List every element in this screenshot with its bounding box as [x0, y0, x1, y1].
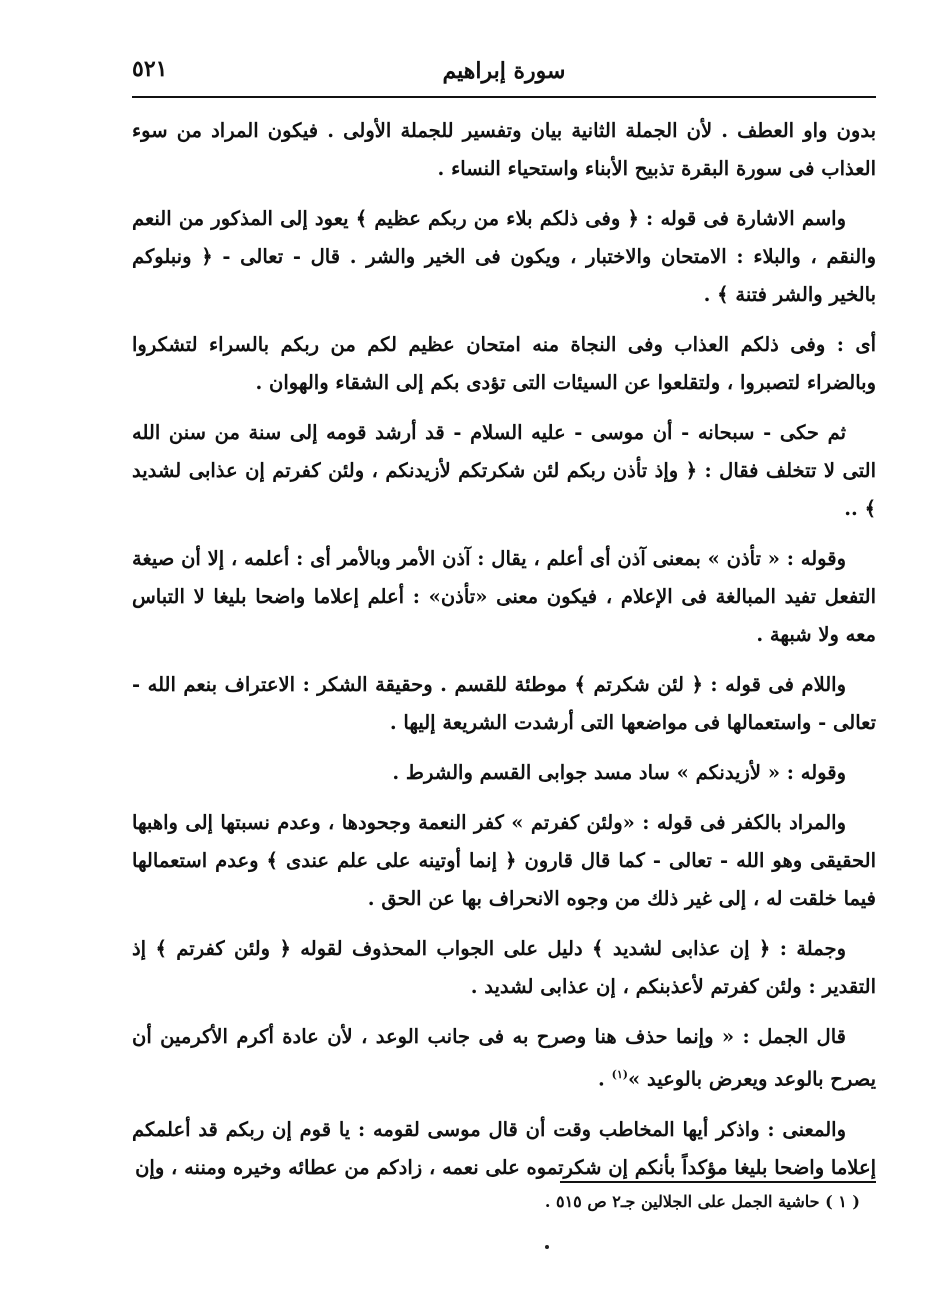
- paragraph-11: والمعنى : واذكر أيها المخاطب وقت أن قال موسى لقومه : يا قوم إن ربكم قد أعلمكم إعلاما واضحا بليغا مؤكداً بأنكم إن شكرتموه على نعمه ، زادكم من عطائه وخيره ومننه ، وإن: [132, 1117, 876, 1179]
- paragraph-8: والمراد بالكفر فى قوله : «ولئن كفرتم » كفر النعمة وجحودها ، وعدم نسبتها إلى واهبها الحقيقى وهو الله - تعالى - كما قال قارون ﴿ إنما أوتينه على علم عندى ﴾ وعدم استعمالها فيما خلقت له ، إلى غير ذلك من وجوه الانحراف بها عن الحق .: [132, 811, 876, 910]
- paragraph-7: وقوله : « لأزيدنكم » ساد مسد جوابى القسم والشرط .: [392, 761, 846, 784]
- header-rule: [132, 96, 876, 98]
- paragraph-4: ثم حكى - سبحانه - أن موسى - عليه السلام - قد أرشد قومه إلى سنة من سنن الله التى لا تتخلف فقال : ﴿ وإذ تأذن ربكم لئن شكرتكم لأزيدنكم ، ولئن كفرتم إن عذابى لشديد ﴾ ..: [132, 421, 876, 520]
- paragraph-5: وقوله : « تأذن » بمعنى آذن أى أعلم ، يقال : آذن الأمر وبالأمر أى : أعلمه ، إلا أن صيغة التفعل تفيد المبالغة فى الإعلام ، فيكون معنى «تأذن» : أعلم إعلاما واضحا بليغا لا التباس معه ولا شبهة .: [132, 547, 876, 646]
- footnote-rule: [560, 1181, 876, 1183]
- paragraph-10-tail: .: [598, 1067, 612, 1091]
- body-text: [132, 112, 876, 1199]
- paragraph-1: بدون واو العطف . لأن الجملة الثانية بيان وتفسير للجملة الأولى . فيكون المراد من سوء العذاب فى سورة البقرة تذبيح الأبناء واستحياء النساء .: [132, 119, 876, 180]
- footnote-reference[interactable]: (١): [611, 1068, 628, 1081]
- paragraph-2: واسم الاشارة فى قوله : ﴿ وفى ذلكم بلاء من ربكم عظيم ﴾ يعود إلى المذكور من النعم والنقم ، والبلاء : الامتحان والاختبار ، ويكون فى الخير والشر . قال - تعالى - ﴿ ونبلوكم بالخير والشر فتنة ﴾ .: [132, 207, 876, 306]
- page-number: ٥٢١: [132, 56, 168, 82]
- paragraph-3: أى : وفى ذلكم العذاب وفى النجاة منه امتحان عظيم لكم من ربكم بالسراء لتشكروا وبالضراء لتصبروا ، ولتقلعوا عن السيئات التى تؤدى بكم إلى الشقاء والهوان .: [132, 333, 876, 394]
- paragraph-9: وجملة : ﴿ إن عذابى لشديد ﴾ دليل على الجواب المحذوف لقوله ﴿ ولئن كفرتم ﴾ إذ التقدير : ولئن كفرتم لأعذبنكم ، إن عذابى لشديد .: [132, 937, 876, 998]
- paragraph-6: واللام فى قوله : ﴿ لئن شكرتم ﴾ موطئة للقسم . وحقيقة الشكر : الاعتراف بنعم الله - تعالى - واستعمالها فى مواضعها التى أرشدت الشريعة إليها .: [132, 673, 876, 734]
- paragraph-10: [132, 1018, 876, 1099]
- sura-title: سورة إبراهيم: [442, 58, 566, 84]
- paragraph-10-text: قال الجمل : « وإنما حذف هنا وصرح به فى جانب الوعد ، لأن عادة أكرم الأكرمين أن يصرح بالوعد ويعرض بالوعيد »: [132, 1025, 876, 1091]
- print-dot: [545, 1245, 549, 1249]
- footnote: ( ١ ) حاشية الجمل على الجلالين جـ٢ ص ٥١٥ .: [544, 1192, 860, 1211]
- page-header: [132, 52, 876, 96]
